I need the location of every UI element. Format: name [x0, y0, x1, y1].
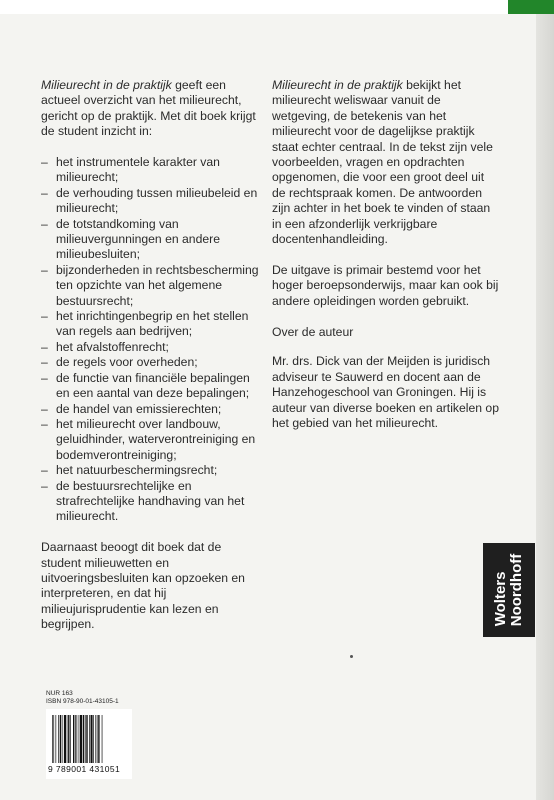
barcode-bar	[64, 715, 66, 763]
barcode-bar	[97, 715, 98, 763]
book-title: Milieurecht in de praktijk	[41, 78, 172, 92]
barcode-bar	[53, 715, 54, 763]
barcode-bar	[62, 715, 63, 763]
barcode-bar	[86, 715, 87, 763]
barcode-bar	[73, 715, 74, 763]
list-item: – het instrumentele karakter van milieurecht;	[41, 155, 263, 186]
top-band	[0, 0, 554, 14]
intro-paragraph	[41, 78, 263, 140]
topic-list	[41, 155, 263, 525]
author-heading: Over de auteur	[272, 325, 354, 340]
logo-line-1: Wolters	[492, 571, 509, 627]
author-bio: Mr. drs. Dick van der Meijden is juridisch adviseur te Sauwerd en docent aan de Hanzehogeschool van Groningen. Hij is auteur van diverse boeken en artikelen op het gebied van het milieurecht.	[272, 354, 499, 431]
nur-code: NUR 163	[46, 690, 73, 697]
closing-paragraph: Daarnaast beoogt dit boek dat de student milieuwetten en uitvoeringsbesluiten kan opzoeken en interpreteren, en dat hij milieujurisprudentie kan lezen en begrijpen.	[41, 540, 245, 632]
barcode-bar	[56, 715, 57, 763]
spine-edge	[536, 0, 554, 800]
list-item: – de bestuursrechtelijke en strafrechtelijke handhaving van het milieurecht.	[41, 479, 263, 525]
ean-digits: 9 789001 431051	[48, 764, 121, 774]
barcode-bar	[79, 715, 80, 763]
barcode-bar	[95, 715, 96, 763]
description-paragraph	[272, 78, 500, 247]
barcode-bar	[83, 715, 84, 763]
list-item: – het inrichtingenbegrip en het stellen van regels aan bedrijven;	[41, 309, 263, 340]
barcode-bar	[80, 715, 82, 763]
barcode-bar	[93, 715, 94, 763]
list-item: – de verhouding tussen milieubeleid en milieurecht;	[41, 186, 263, 217]
barcode-bar	[67, 715, 68, 763]
intro-text: geeft een actueel overzicht van het milieurecht, gericht op de praktijk. Met dit boek krijgt de student inzicht in:	[41, 78, 256, 139]
barcode-bar	[89, 715, 90, 763]
description-text: bekijkt het milieurecht weliswaar vanuit de wetgeving, de betekenis van het milieurecht voor de dagelijkse praktijk staat echter centraal. In de tekst zijn vele voorbeelden, vragen en opdrachten opgenomen, die voor een groot deel uit de rechtspraak komen. De antwoorden zijn achter in het boek te vinden of staan in een afzonderlijk verkrijgbare docentenhandleiding.	[272, 78, 493, 247]
barcode-bar	[98, 715, 99, 763]
list-item: – de functie van financiële bepalingen en een aantal van deze bepalingen;	[41, 371, 263, 402]
barcode-bar	[70, 715, 71, 763]
barcode-bar	[85, 715, 86, 763]
barcode-bar	[75, 715, 76, 763]
green-accent-mark	[508, 0, 554, 14]
list-item: – het afvalstoffenrecht;	[41, 340, 263, 355]
list-item: – het milieurecht over landbouw, geluidhinder, waterverontreiniging en bodemverontreiniging;	[41, 417, 263, 463]
dot-mark	[350, 655, 353, 658]
barcode-bar	[68, 715, 69, 763]
right-column	[272, 78, 500, 447]
barcode-bar	[60, 715, 61, 763]
barcode	[52, 715, 126, 763]
barcode-bar	[58, 715, 59, 763]
barcode-bar	[77, 715, 78, 763]
book-title: Milieurecht in de praktijk	[272, 78, 403, 92]
list-item: – de totstandkoming van milieuvergunningen en andere milieubesluiten;	[41, 217, 263, 263]
barcode-area	[46, 690, 136, 779]
logo-line-2: Noordhoff	[508, 553, 525, 627]
list-item: – de regels voor overheden;	[41, 355, 263, 370]
barcode-box	[46, 709, 132, 779]
barcode-bar	[91, 715, 93, 763]
list-item: – het natuurbeschermingsrecht;	[41, 463, 263, 478]
publisher-logo	[483, 543, 535, 637]
list-item: – de handel van emissierechten;	[41, 402, 263, 417]
left-column	[41, 78, 263, 648]
barcode-bar	[102, 715, 103, 763]
isbn-label: ISBN 978-90-01-43105-1	[46, 698, 119, 705]
barcode-bar	[52, 715, 53, 763]
audience-paragraph: De uitgave is primair bestemd voor het hoger beroepsonderwijs, maar kan ook bij andere opleidingen worden gebruikt.	[272, 262, 499, 308]
list-item: – bijzonderheden in rechtsbescherming ten opzichte van het algemene bestuursrecht;	[41, 263, 263, 309]
